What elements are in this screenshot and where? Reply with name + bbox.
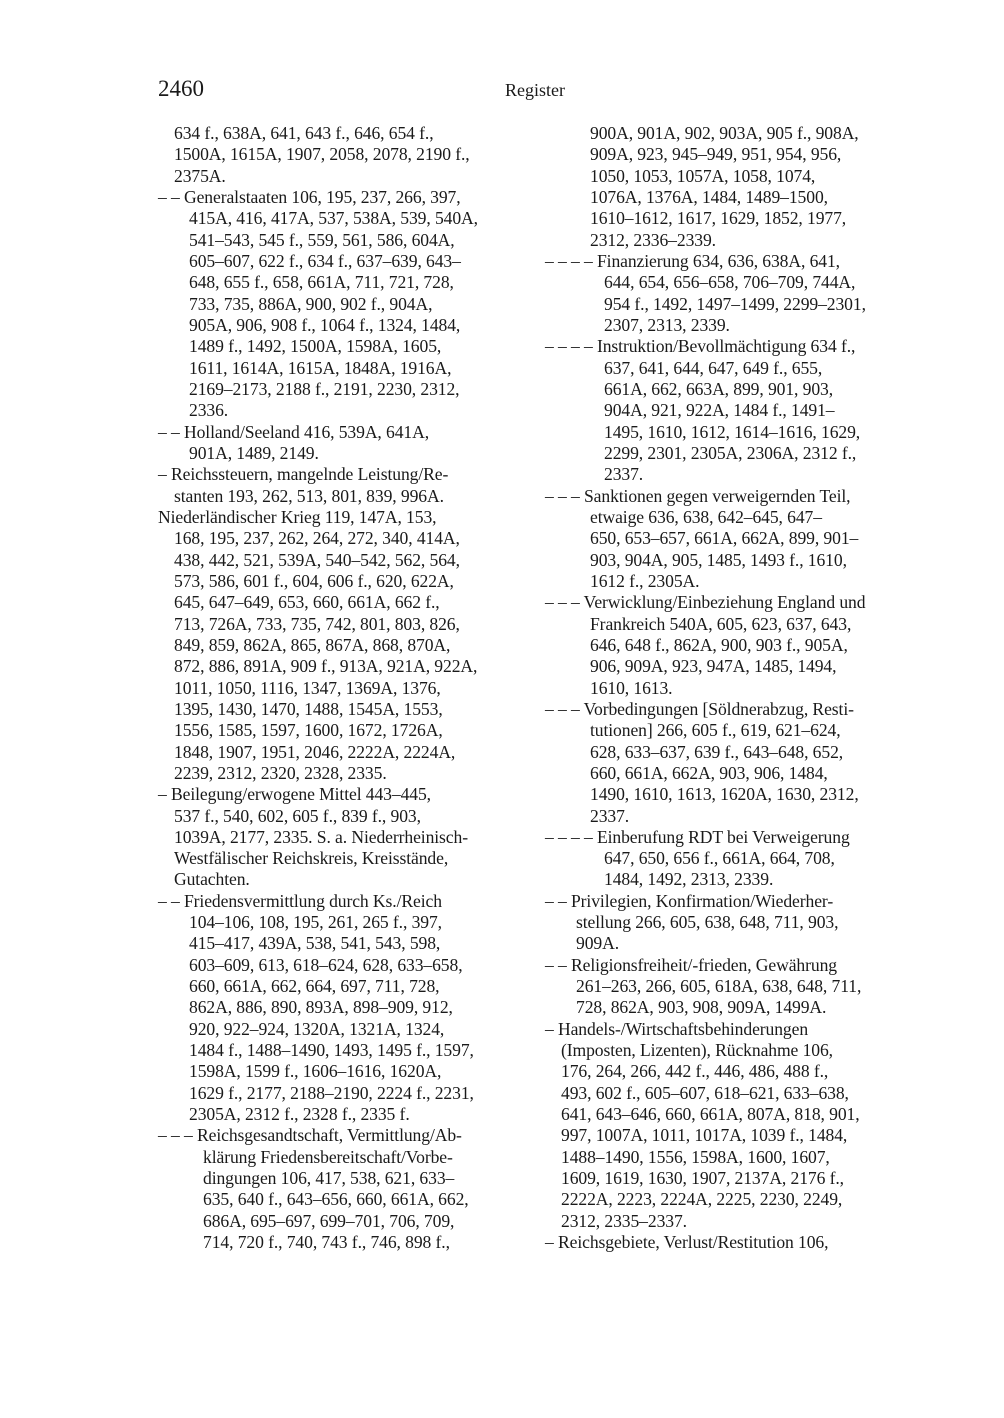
index-entry-continuation-line: tutionen] 266, 605 f., 619, 621–624,	[590, 720, 841, 741]
index-entry-continuation-line: 645, 647–649, 653, 660, 661A, 662 f.,	[174, 592, 440, 613]
index-entry-continuation-line: 903, 904A, 905, 1485, 1493 f., 1610,	[590, 549, 847, 570]
index-entry-continuation-line: 1011, 1050, 1116, 1347, 1369A, 1376,	[174, 677, 441, 698]
index-entry-continuation-line: 862A, 886, 890, 893A, 898–909, 912,	[189, 997, 453, 1018]
index-entry-continuation-line: 603–609, 613, 618–624, 628, 633–658,	[189, 954, 463, 975]
index-entry-heading-line: – – Religionsfreiheit/-frieden, Gewährung	[545, 954, 837, 975]
index-entry-continuation-line: 1489 f., 1492, 1500A, 1598A, 1605,	[189, 336, 442, 357]
index-entry-continuation-line: (Imposten, Lizenten), Rücknahme 106,	[561, 1040, 833, 1061]
index-entry-continuation-line: 906, 909A, 923, 947A, 1485, 1494,	[590, 656, 837, 677]
index-entry-continuation-line: 634 f., 638A, 641, 643 f., 646, 654 f.,	[174, 123, 434, 143]
index-entry-continuation-line: 605–607, 622 f., 634 f., 637–639, 643–	[189, 250, 461, 271]
index-entry-continuation-line: 1484 f., 1488–1490, 1493, 1495 f., 1597,	[189, 1040, 474, 1061]
page-header	[158, 76, 912, 106]
index-entry-continuation-line: 2222A, 2223, 2224A, 2225, 2230, 2249,	[561, 1189, 843, 1210]
index-entry-heading-line: – Beilegung/erwogene Mittel 443–445,	[158, 784, 431, 805]
index-entry-continuation-line: 660, 661A, 662, 664, 697, 711, 728,	[189, 976, 440, 997]
index-entry-heading-line: – – – Verwicklung/Einbeziehung England und	[545, 592, 866, 613]
index-entry-continuation-line: 733, 735, 886A, 900, 902 f., 904A,	[189, 293, 433, 314]
index-entry-continuation-line: 909A.	[576, 933, 619, 954]
index-entry-continuation-line: 1629 f., 2177, 2188–2190, 2224 f., 2231,	[189, 1082, 474, 1103]
page-number: 2460	[158, 76, 204, 101]
index-entry-continuation-line: 713, 726A, 733, 735, 742, 801, 803, 826,	[174, 613, 460, 634]
index-entry-continuation-line: 1610–1612, 1617, 1629, 1852, 1977,	[590, 208, 847, 229]
index-entry-continuation-line: 1848, 1907, 1951, 2046, 2222A, 2224A,	[174, 741, 456, 762]
index-entry-continuation-line: 641, 643–646, 660, 661A, 807A, 818, 901,	[561, 1104, 860, 1125]
index-entry-heading-line: – – Privilegien, Konfirmation/Wiederher-	[545, 890, 834, 911]
running-title: Register	[505, 80, 565, 100]
index-entry-continuation-line: 438, 442, 521, 539A, 540–542, 562, 564,	[174, 549, 460, 570]
index-entry-continuation-line: 1609, 1619, 1630, 1907, 2137A, 2176 f.,	[561, 1168, 844, 1189]
index-entry-continuation-line: 261–263, 266, 605, 618A, 638, 648, 711,	[576, 976, 862, 997]
index-entry-continuation-line: 176, 264, 266, 442 f., 446, 486, 488 f.,	[561, 1061, 829, 1082]
index-entry-continuation-line: 2312, 2335–2337.	[561, 1210, 687, 1231]
index-entry-continuation-line: 2312, 2336–2339.	[590, 229, 716, 250]
index-entry-continuation-line: 637, 641, 644, 647, 649 f., 655,	[604, 357, 823, 378]
index-entry-continuation-line: 1612 f., 2305A.	[590, 570, 700, 591]
index-entry-continuation-line: Frankreich 540A, 605, 623, 637, 643,	[590, 613, 852, 634]
index-column-right	[545, 123, 917, 1253]
index-entry-continuation-line: 1050, 1053, 1057A, 1058, 1074,	[590, 165, 816, 186]
index-entry-continuation-line: 954 f., 1492, 1497–1499, 2299–2301,	[604, 293, 866, 314]
index-entry-continuation-line: 661A, 662, 663A, 899, 901, 903,	[604, 378, 834, 399]
index-entry-continuation-line: 849, 859, 862A, 865, 867A, 868, 870A,	[174, 634, 451, 655]
index-entry-continuation-line: 168, 195, 237, 262, 264, 272, 340, 414A,	[174, 528, 460, 549]
index-entry-continuation-line: 1500A, 1615A, 1907, 2058, 2078, 2190 f.,	[174, 144, 470, 165]
index-entry-heading-line: – – Holland/Seeland 416, 539A, 641A,	[158, 421, 430, 442]
index-entry-continuation-line: 2336.	[189, 400, 229, 421]
index-entry-continuation-line: 997, 1007A, 1011, 1017A, 1039 f., 1484,	[561, 1125, 848, 1146]
index-entry-continuation-line: 646, 648 f., 862A, 900, 903 f., 905A,	[590, 634, 848, 655]
index-entry-continuation-line: 1556, 1585, 1597, 1600, 1672, 1726A,	[174, 720, 443, 741]
index-entry-continuation-line: 1598A, 1599 f., 1606–1616, 1620A,	[189, 1061, 442, 1082]
index-entry-continuation-line: klärung Friedensbereitschaft/Vorbe-	[203, 1146, 453, 1167]
index-entry-continuation-line: 1611, 1614A, 1615A, 1848A, 1916A,	[189, 357, 452, 378]
index-entry-continuation-line: 104–106, 108, 195, 261, 265 f., 397,	[189, 912, 442, 933]
index-entry-continuation-line: 644, 654, 656–658, 706–709, 744A,	[604, 272, 856, 293]
index-entry-continuation-line: 1495, 1610, 1612, 1614–1616, 1629,	[604, 421, 861, 442]
index-entry-continuation-line: 647, 650, 656 f., 661A, 664, 708,	[604, 848, 835, 869]
index-entry-heading-line: – – Generalstaaten 106, 195, 237, 266, 397,	[158, 186, 461, 207]
index-entry-continuation-line: 635, 640 f., 643–656, 660, 661A, 662,	[203, 1189, 469, 1210]
index-entry-continuation-line: 901A, 1489, 2149.	[189, 442, 319, 463]
index-entry-heading-line: – – – – Instruktion/Bevollmächtigung 634 f.,	[545, 336, 856, 357]
index-entry-heading-line: – – – Sanktionen gegen verweigernden Teil,	[545, 485, 851, 506]
index-entry-continuation-line: stanten 193, 262, 513, 801, 839, 996A.	[174, 485, 444, 506]
index-entry-heading-line: Niederländischer Krieg 119, 147A, 153,	[158, 506, 437, 527]
index-entry-continuation-line: 1490, 1610, 1613, 1620A, 1630, 2312,	[590, 784, 859, 805]
index-entry-continuation-line: 648, 655 f., 658, 661A, 711, 721, 728,	[189, 272, 454, 293]
index-column-left	[158, 123, 528, 1253]
index-entry-continuation-line: 872, 886, 891A, 909 f., 913A, 921A, 922A,	[174, 656, 478, 677]
index-entry-continuation-line: 2299, 2301, 2305A, 2306A, 2312 f.,	[604, 442, 857, 463]
index-entry-heading-line: – – – Reichsgesandtschaft, Vermittlung/Ab-	[158, 1125, 462, 1146]
index-entry-continuation-line: 541–543, 545 f., 559, 561, 586, 604A,	[189, 229, 455, 250]
index-entry-continuation-line: 1039A, 2177, 2335. S. a. Niederrheinisch-	[174, 826, 468, 847]
index-entry-continuation-line: 714, 720 f., 740, 743 f., 746, 898 f.,	[203, 1232, 450, 1253]
index-entry-continuation-line: 2307, 2313, 2339.	[604, 314, 730, 335]
index-entry-continuation-line: 728, 862A, 903, 908, 909A, 1499A.	[576, 997, 827, 1018]
index-entry-continuation-line: dingungen 106, 417, 538, 621, 633–	[203, 1168, 455, 1189]
index-entry-continuation-line: stellung 266, 605, 638, 648, 711, 903,	[576, 912, 839, 933]
index-entry-continuation-line: 920, 922–924, 1320A, 1321A, 1324,	[189, 1018, 445, 1039]
index-entry-continuation-line: 537 f., 540, 602, 605 f., 839 f., 903,	[174, 805, 421, 826]
index-entry-continuation-line: 415–417, 439A, 538, 541, 543, 598,	[189, 933, 441, 954]
index-entry-heading-line: – – – – Einberufung RDT bei Verweigerung	[545, 826, 850, 847]
index-entry-continuation-line: 2337.	[590, 805, 630, 826]
index-entry-continuation-line: 2305A, 2312 f., 2328 f., 2335 f.	[189, 1104, 410, 1125]
index-entry-continuation-line: 2169–2173, 2188 f., 2191, 2230, 2312,	[189, 378, 460, 399]
index-entry-continuation-line: 1395, 1430, 1470, 1488, 1545A, 1553,	[174, 698, 443, 719]
index-entry-heading-line: – – Friedensvermittlung durch Ks./Reich	[158, 890, 442, 911]
index-entry-continuation-line: 493, 602 f., 605–607, 618–621, 633–638,	[561, 1082, 849, 1103]
index-entry-continuation-line: Gutachten.	[174, 869, 250, 890]
index-entry-heading-line: – Reichssteuern, mangelnde Leistung/Re-	[158, 464, 449, 485]
index-entry-continuation-line: 628, 633–637, 639 f., 643–648, 652,	[590, 741, 844, 762]
index-entry-continuation-line: 905A, 906, 908 f., 1064 f., 1324, 1484,	[189, 314, 461, 335]
index-entry-continuation-line: Westfälischer Reichskreis, Kreisstände,	[174, 848, 449, 869]
index-entry-continuation-line: etwaige 636, 638, 642–645, 647–	[590, 506, 822, 527]
index-entry-continuation-line: 904A, 921, 922A, 1484 f., 1491–	[604, 400, 835, 421]
index-entry-continuation-line: 650, 653–657, 661A, 662A, 899, 901–	[590, 528, 859, 549]
index-entry-continuation-line: 1488–1490, 1556, 1598A, 1600, 1607,	[561, 1146, 830, 1167]
index-entry-continuation-line: 2239, 2312, 2320, 2328, 2335.	[174, 762, 387, 783]
index-entry-continuation-line: 2375A.	[174, 165, 226, 186]
index-entry-continuation-line: 660, 661A, 662A, 903, 906, 1484,	[590, 762, 828, 783]
index-entry-continuation-line: 1076A, 1376A, 1484, 1489–1500,	[590, 186, 828, 207]
index-entry-heading-line: – Reichsgebiete, Verlust/Restitution 106,	[545, 1232, 829, 1253]
index-entry-continuation-line: 1610, 1613.	[590, 677, 673, 698]
index-entry-continuation-line: 900A, 901A, 902, 903A, 905 f., 908A,	[590, 123, 859, 143]
index-entry-continuation-line: 2337.	[604, 464, 644, 485]
index-entry-heading-line: – – – – Finanzierung 634, 636, 638A, 641,	[545, 250, 840, 271]
index-entry-continuation-line: 909A, 923, 945–949, 951, 954, 956,	[590, 144, 842, 165]
index-entry-continuation-line: 686A, 695–697, 699–701, 706, 709,	[203, 1210, 455, 1231]
index-entry-continuation-line: 573, 586, 601 f., 604, 606 f., 620, 622A,	[174, 570, 454, 591]
index-entry-heading-line: – Handels-/Wirtschaftsbehinderungen	[545, 1018, 809, 1039]
index-entry-heading-line: – – – Vorbedingungen [Söldnerabzug, Resti-	[545, 698, 854, 719]
index-entry-continuation-line: 1484, 1492, 2313, 2339.	[604, 869, 774, 890]
index-entry-continuation-line: 415A, 416, 417A, 537, 538A, 539, 540A,	[189, 208, 478, 229]
